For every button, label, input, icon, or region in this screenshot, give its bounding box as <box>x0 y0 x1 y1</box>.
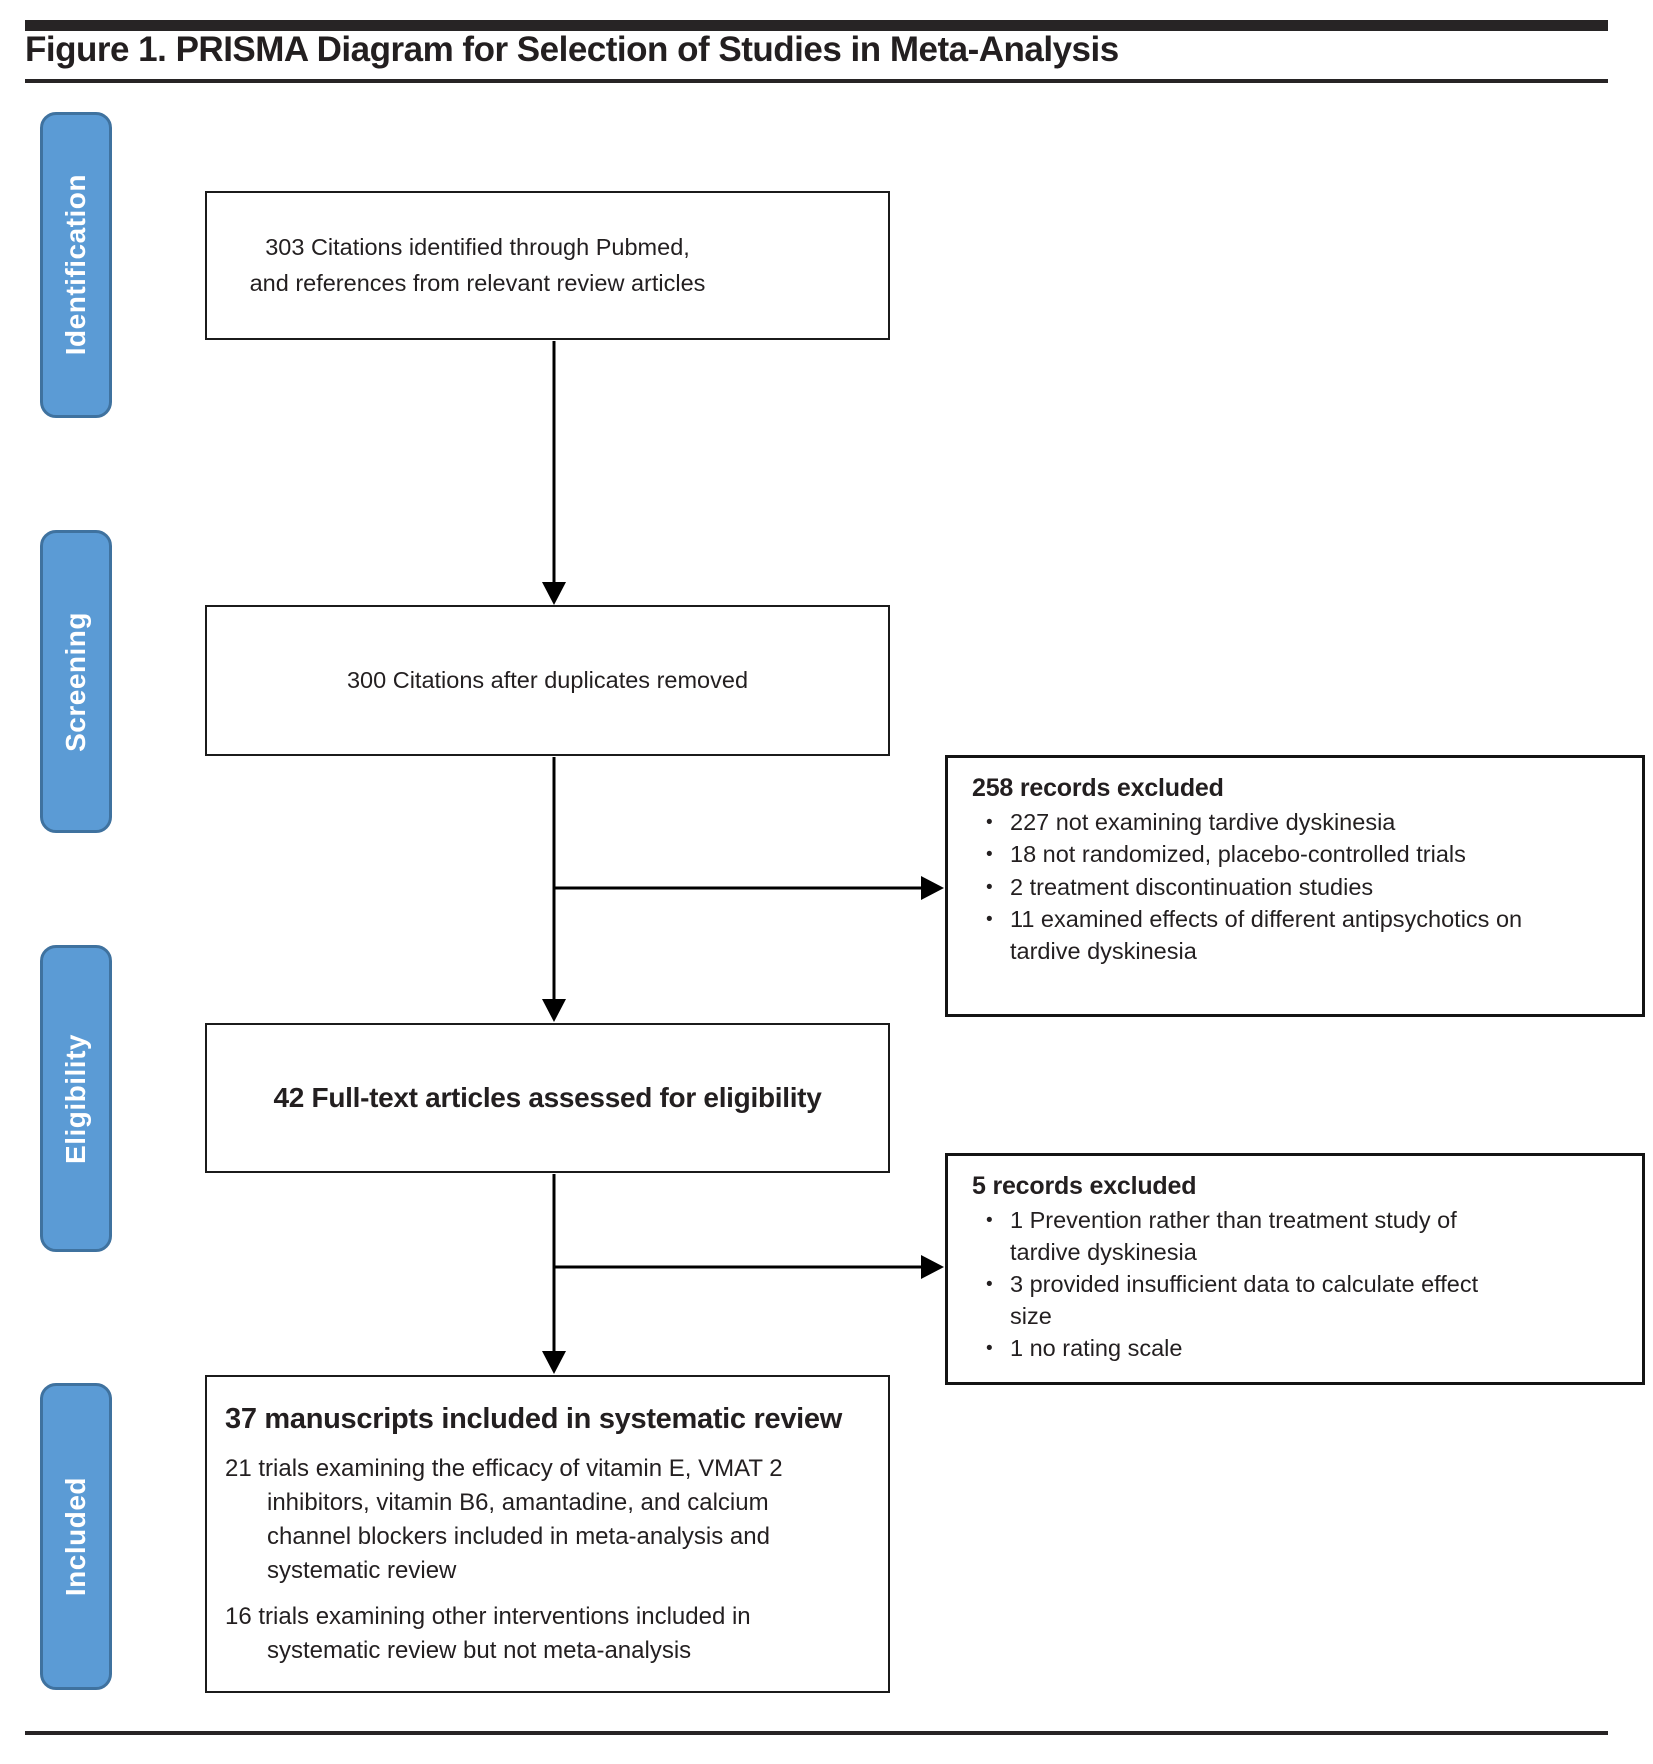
eligibility-excluded-heading: 5 records excluded <box>972 1172 1197 1200</box>
arrow-identified-to-deduplicated <box>542 341 566 605</box>
eligibility-excluded-item-text: 1 Prevention rather than treatment study of tardive dyskinesia <box>1010 1207 1457 1265</box>
bullet-icon: • <box>986 1337 993 1359</box>
bullet-icon: • <box>986 1273 993 1295</box>
screening-excluded-item <box>986 807 1622 839</box>
eligibility-excluded-item-text: 1 no rating scale <box>1010 1334 1183 1361</box>
stage-label-included: Included <box>60 1476 91 1597</box>
included-paragraph-other-interventions: 16 trials examining other interventions included in systematic review but not meta-analysis <box>225 1603 751 1665</box>
flow-box-included-manuscripts <box>205 1375 890 1693</box>
eligibility-excluded-item <box>986 1205 1622 1269</box>
bottom-rule <box>25 1731 1608 1735</box>
flow-box-citations-identified <box>205 191 890 340</box>
stage-label-eligibility: Eligibility <box>60 1033 91 1164</box>
stage-box-screening <box>40 530 112 833</box>
arrow-fulltext-to-included <box>542 1174 566 1374</box>
eligibility-excluded-item <box>986 1269 1622 1333</box>
figure-title: Figure 1. PRISMA Diagram for Selection of Studies in Meta-Analysis <box>25 30 1119 69</box>
eligibility-excluded-item-text: 3 provided insufficient data to calculate effect size <box>1010 1270 1479 1329</box>
citations-identified-line-1: 303 Citations identified through Pubmed, <box>265 233 690 260</box>
included-paragraph-meta-analysis: 21 trials examining the efficacy of vitamin E, VMAT 2 inhibitors, vitamin B6, amantadine, and calcium channel blockers included in meta-analysis and systematic review <box>225 1455 783 1585</box>
stage-box-eligibility <box>40 945 112 1252</box>
excluded-box-screening <box>945 755 1645 1017</box>
citations-identified-line-2: and references from relevant review articles <box>249 269 706 296</box>
branch-arrow-to-eligibility-excluded <box>554 1255 944 1279</box>
arrow-deduplicated-to-fulltext <box>542 757 566 1022</box>
stage-box-identification <box>40 112 112 418</box>
flow-box-duplicates-removed <box>205 605 890 756</box>
screening-excluded-list <box>972 807 1622 968</box>
stage-label-screening: Screening <box>60 611 91 752</box>
bullet-icon: • <box>986 812 993 833</box>
screening-excluded-item-text: 2 treatment discontinuation studies <box>1010 873 1374 900</box>
bullet-icon: • <box>986 876 993 898</box>
screening-excluded-item-text: 18 not randomized, placebo-controlled trials <box>1010 841 1466 868</box>
included-heading: 37 manuscripts included in systematic review <box>225 1403 842 1435</box>
flow-box-citations-identified-text <box>213 230 743 301</box>
excluded-box-eligibility <box>945 1153 1645 1385</box>
screening-excluded-item-text: 11 examined effects of different antipsychotics on tardive dyskinesia <box>1010 905 1523 964</box>
screening-excluded-item <box>986 839 1622 871</box>
screening-excluded-item <box>986 872 1622 904</box>
flow-box-fulltext-assessed <box>205 1023 890 1173</box>
screening-excluded-heading: 258 records excluded <box>972 774 1224 802</box>
duplicates-removed-text: 300 Citations after duplicates removed <box>346 666 749 693</box>
fulltext-assessed-text: 42 Full-text articles assessed for eligibility <box>273 1082 822 1113</box>
bullet-icon: • <box>986 1210 993 1231</box>
eligibility-excluded-list <box>972 1205 1622 1365</box>
bullet-icon: • <box>986 908 993 930</box>
title-underline-rule <box>25 79 1608 83</box>
screening-excluded-item-text: 227 not examining tardive dyskinesia <box>1010 809 1396 835</box>
eligibility-excluded-item <box>986 1333 1622 1365</box>
branch-arrow-to-screening-excluded <box>554 876 944 900</box>
stage-box-included <box>40 1383 112 1690</box>
bullet-icon: • <box>986 844 993 866</box>
stage-label-identification: Identification <box>60 174 91 356</box>
screening-excluded-item <box>986 904 1622 968</box>
